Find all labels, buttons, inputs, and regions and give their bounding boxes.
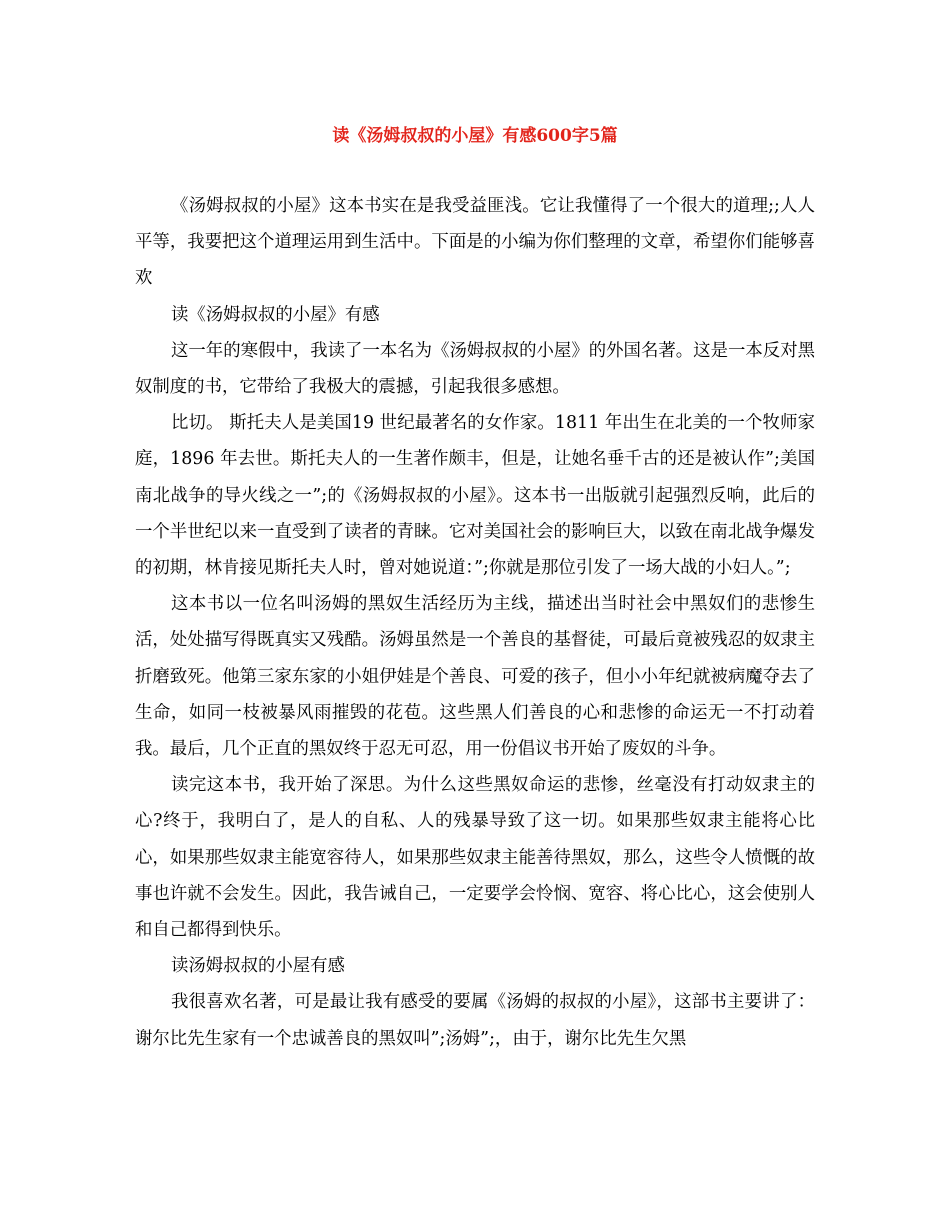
paragraph: 我很喜欢名著，可是最让我有感受的要属《汤姆的叔叔的小屋》，这部书主要讲了：谢尔比先生家有一个忠诚善良的黑奴叫”;汤姆”;，由于，谢尔比先生欠黑 [135, 992, 815, 1049]
section-heading: 读汤姆叔叔的小屋有感 [171, 956, 345, 977]
section-heading: 读《汤姆叔叔的小屋》有感 [171, 304, 380, 325]
document-body [135, 188, 815, 1057]
paragraph: 比切。 斯托夫人是美国19 世纪最著名的女作家。1811 年出生在北美的一个牧师家庭，1896 年去世。斯托夫人的一生著作颇丰，但是，让她名垂千古的还是被认作”;美国南北战争的导火线之一”;的《汤姆叔叔的小屋》。这本书一出版就引起强烈反响，此后的一个半世纪以来一直受到了读者的青睐。它对美国社会的影响巨大，以致在南北战争爆发的初期，林肯接见斯托夫人时，曾对她说道：”;你就是那位引发了一场大战的小妇人。”; [135, 413, 815, 579]
paragraph: 《汤姆叔叔的小屋》这本书实在是我受益匪浅。它让我懂得了一个很大的道理;;人人平等，我要把这个道理运用到生活中。下面是的小编为你们整理的文章，希望你们能够喜欢 [135, 196, 815, 289]
paragraph: 这一年的寒假中，我读了一本名为《汤姆叔叔的小屋》的外国名著。这是一本反对黑奴制度的书，它带给了我极大的震撼，引起我很多感想。 [135, 340, 815, 398]
paragraph: 读完这本书，我开始了深思。为什么这些黑奴命运的悲惨，丝毫没有打动奴隶主的心?终于，我明白了，是人的自私、人的残暴导致了这一切。如果那些奴隶主能将心比心，如果那些奴隶主能宽容待人，如果那些奴隶主能善待黑奴，那么，这些令人愤慨的故事也许就不会发生。因此，我告诫自己，一定要学会怜悯、宽容、将心比心，这会使别人和自己都得到快乐。 [135, 775, 815, 941]
paragraph: 这本书以一位名叫汤姆的黑奴生活经历为主线，描述出当时社会中黑奴们的悲惨生活，处处描写得既真实又残酷。汤姆虽然是一个善良的基督徒，可最后竟被残忍的奴隶主折磨致死。他第三家东家的小姐伊娃是个善良、可爱的孩子，但小小年纪就被病魔夺去了生命，如同一枝被暴风雨摧毁的花苞。这些黑人们善良的心和悲惨的命运无一不打动着我。最后，几个正直的黑奴终于忍无可忍，用一份倡议书开始了废奴的斗争。 [135, 594, 815, 760]
document-title: 读《汤姆叔叔的小屋》有感600字5篇 [332, 126, 618, 146]
